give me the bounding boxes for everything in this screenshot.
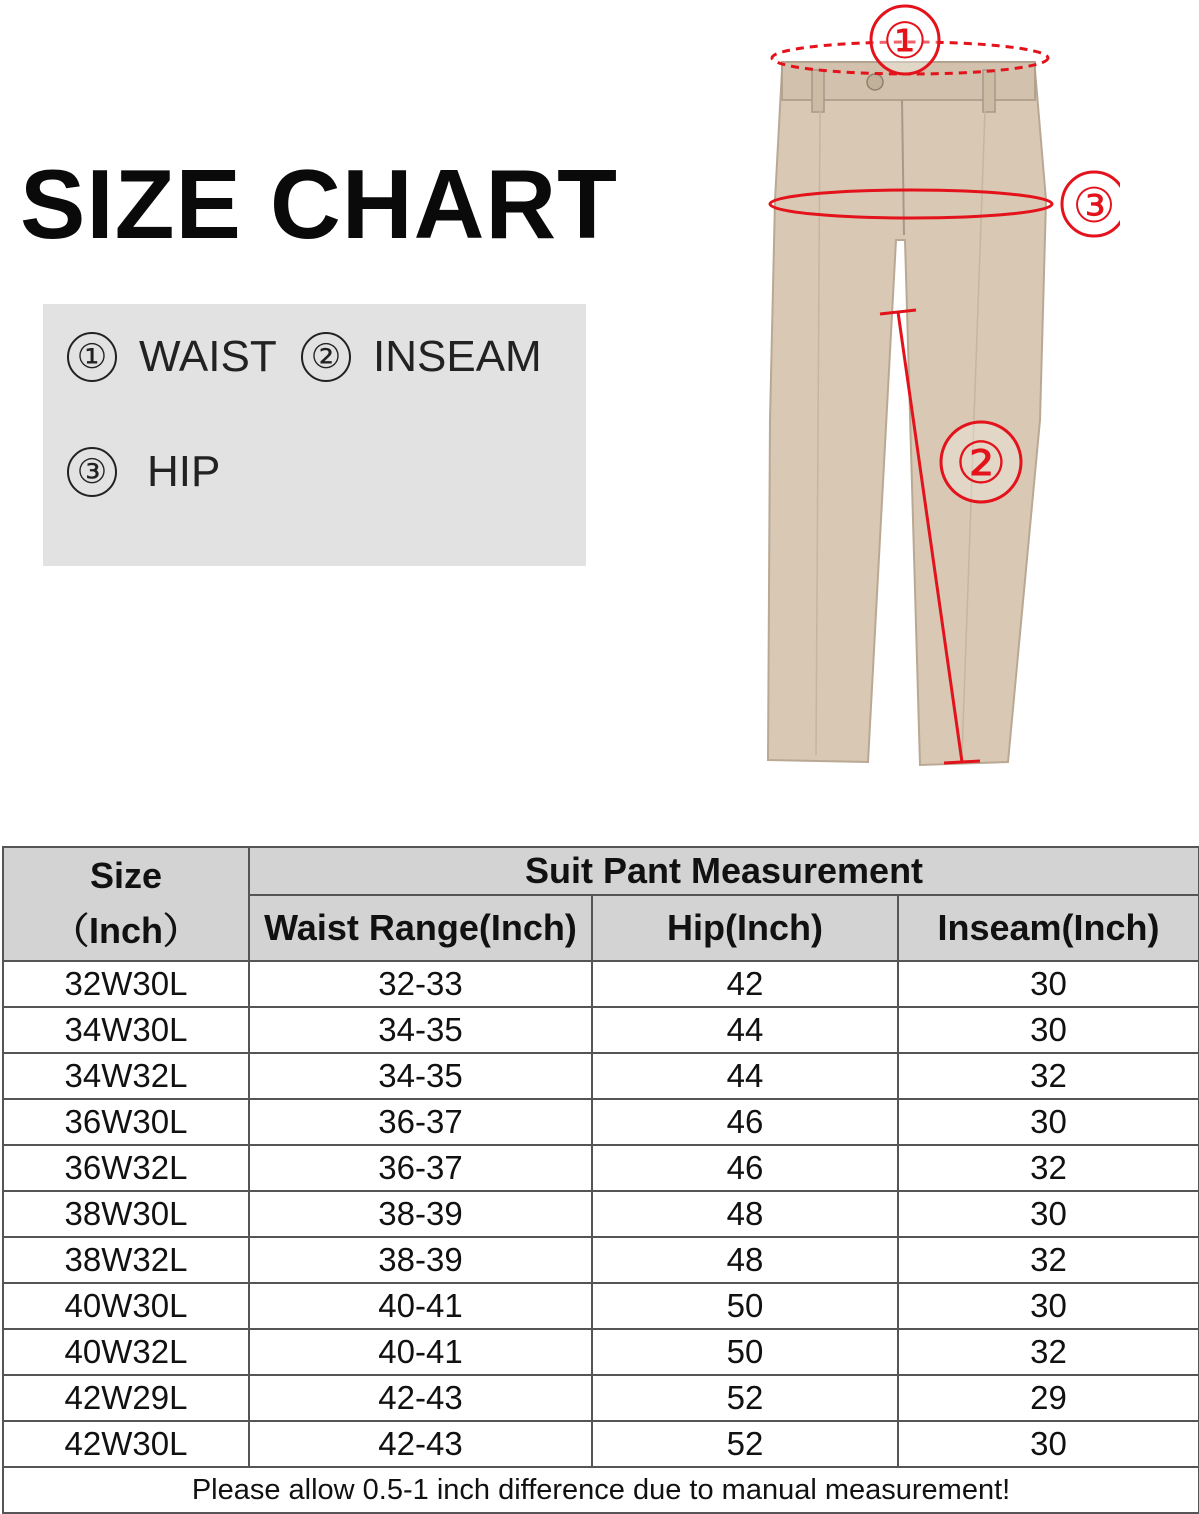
cell-inseam: 32 [898,1053,1199,1099]
pants-illustration [768,62,1046,765]
cell-size: 36W30L [3,1099,249,1145]
column-header-hip: Hip(Inch) [592,895,898,961]
cell-size: 42W30L [3,1421,249,1467]
cell-inseam: 30 [898,961,1199,1007]
cell-size: 40W30L [3,1283,249,1329]
cell-inseam: 32 [898,1145,1199,1191]
cell-inseam: 30 [898,1283,1199,1329]
cell-size: 42W29L [3,1375,249,1421]
cell-hip: 50 [592,1283,898,1329]
cell-size: 38W32L [3,1237,249,1283]
cell-inseam: 32 [898,1329,1199,1375]
pants-diagram [740,0,1120,790]
table-row [3,1421,1199,1467]
cell-hip: 52 [592,1375,898,1421]
table-row [3,1283,1199,1329]
cell-waist: 34-35 [249,1053,592,1099]
cell-waist: 36-37 [249,1145,592,1191]
table-row [3,1375,1199,1421]
table-row [3,1191,1199,1237]
cell-inseam: 30 [898,1007,1199,1053]
cell-inseam: 29 [898,1375,1199,1421]
table-row [3,1053,1199,1099]
hip-marker-number: ③ [1072,178,1116,234]
legend-item-waist [67,332,277,382]
cell-hip: 42 [592,961,898,1007]
measurement-legend [43,304,586,566]
page-title: SIZE CHART [20,149,618,259]
cell-hip: 50 [592,1329,898,1375]
cell-hip: 44 [592,1053,898,1099]
legend-label: HIP [147,447,221,496]
cell-hip: 48 [592,1237,898,1283]
cell-size: 32W30L [3,961,249,1007]
table-row [3,1237,1199,1283]
table-row [3,1329,1199,1375]
cell-waist: 38-39 [249,1191,592,1237]
cell-inseam: 32 [898,1237,1199,1283]
size-table-container [2,846,1198,1506]
legend-label: INSEAM [373,332,542,381]
column-header-waist: Waist Range(Inch) [249,895,592,961]
inseam-bottom-tick [944,761,980,763]
cell-size: 34W32L [3,1053,249,1099]
legend-label: WAIST [139,332,277,381]
size-header [3,847,249,961]
cell-waist: 42-43 [249,1421,592,1467]
legend-item-inseam [301,332,542,382]
cell-hip: 46 [592,1099,898,1145]
cell-waist: 40-41 [249,1283,592,1329]
legend-number: ② [301,332,351,382]
cell-inseam: 30 [898,1099,1199,1145]
cell-hip: 44 [592,1007,898,1053]
waist-marker-number: ① [882,12,928,70]
cell-waist: 32-33 [249,961,592,1007]
cell-waist: 38-39 [249,1237,592,1283]
legend-number: ① [67,332,117,382]
cell-hip: 46 [592,1145,898,1191]
size-header-unit: （Inch） [52,909,199,951]
measurement-note: Please allow 0.5-1 inch difference due to manual measurement! [3,1467,1199,1513]
cell-inseam: 30 [898,1191,1199,1237]
cell-size: 34W30L [3,1007,249,1053]
table-row [3,1099,1199,1145]
size-table [2,846,1199,1514]
cell-waist: 34-35 [249,1007,592,1053]
cell-hip: 48 [592,1191,898,1237]
inseam-marker-number: ② [955,429,1007,497]
group-header: Suit Pant Measurement [249,847,1199,895]
table-row [3,1007,1199,1053]
cell-waist: 40-41 [249,1329,592,1375]
legend-number: ③ [67,447,117,497]
table-row [3,961,1199,1007]
legend-item-hip [67,447,220,497]
cell-size: 40W32L [3,1329,249,1375]
cell-waist: 42-43 [249,1375,592,1421]
cell-waist: 36-37 [249,1099,592,1145]
table-row [3,1145,1199,1191]
cell-size: 36W32L [3,1145,249,1191]
cell-size: 38W30L [3,1191,249,1237]
size-header-label: Size [89,854,163,896]
cell-hip: 52 [592,1421,898,1467]
column-header-inseam: Inseam(Inch) [898,895,1199,961]
cell-inseam: 30 [898,1421,1199,1467]
